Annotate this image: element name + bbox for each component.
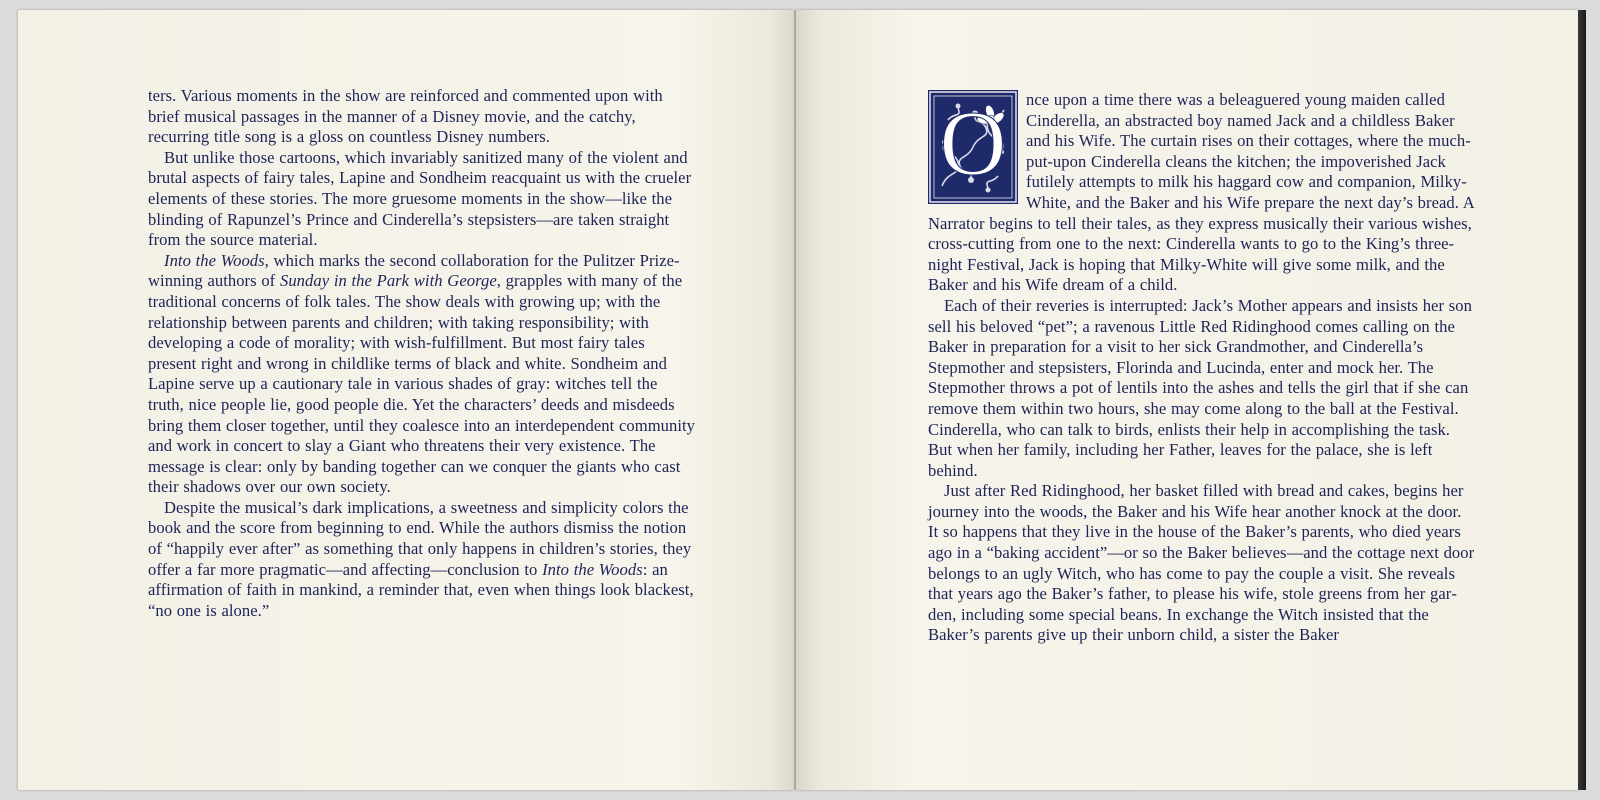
dropcap-letter: O <box>939 92 1007 194</box>
ornamental-dropcap-o <box>928 90 1018 204</box>
paragraph-text: nce upon a time there was a beleaguered young maiden called Cinderella, an abstracted boy named Jack and a childless Baker and his Wife. The curtain rises on their cottages, where the much-put-upon Cinderella cleans the kitchen; the impoverished Jack futilely attempts to milk his haggard cow and companion, Milky-White, and the Baker and his Wife prepare the next day’s bread. A Narrator begins to tell their tales, as they express musically their various wishes, cross-cutting from one to the next: Cinderella wants to go to the King’s three-night Festival, Jack is hoping that Milky-White will give some milk, and the Baker and his Wife dream of a child. <box>928 90 1474 295</box>
paragraph-text: Just after Red Ridinghood, her basket filled with bread and cakes, begins her journey into the woods, the Baker and his Wife hear another knock at the door. It so happens that they live in the house of the Baker’s parents, who died years ago in a “baking accident”—or so the Baker believes—and the cottage next door belongs to an ugly Witch, who has come to pay the couple a visit. She reveals that years ago the Baker’s father, to please his wife, stole greens from her garden, including some special beans. In exchange the Witch insisted that the Baker’s parents give up their unborn child, a sister the Baker <box>928 481 1475 645</box>
body-paragraph <box>928 296 1476 481</box>
right-page <box>796 10 1578 790</box>
italic-title-text: Sunday in the Park with George <box>279 271 497 291</box>
body-paragraph <box>148 148 696 251</box>
page-edge-shadow <box>1578 10 1586 790</box>
body-paragraph <box>148 86 696 148</box>
paragraph-text: : an affirmation of faith in mankind, a reminder that, even when things look blackest, “no one is alone.” <box>148 559 694 620</box>
paragraph-text: Each of their reveries is interrupted: Jack’s Mother appears and insists her son sell his beloved “pet”; a ravenous Little Red Ridinghood comes calling on the Baker in preparation for a visit to her sick Grandmother, and Cinderella’s Stepmother and stepsisters, Florinda and Lucinda, enter and mock her. The Stepmother throws a pot of lentils into the ashes and tells the girl that if she can remove them within two hours, she may come along to the ball at the Festival. Cinderella, who can talk to birds, enlists their help in accomplishing the task. But when her family, including her Father, leaves for the palace, she is left behind. <box>928 295 1472 480</box>
dropcap-ornament-icon <box>928 90 1018 204</box>
paragraph-text: ters. Various moments in the show are reinforced and commented upon with brief musical passages in the manner of a Disney movie, and the catchy, recurring title song is a gloss on countless Disney numbers. <box>148 86 663 147</box>
italic-title-text: Into the Woods <box>164 250 265 270</box>
paragraph-text: But unlike those cartoons, which invariably sanitized many of the violent and brutal aspects of fairy tales, Lapine and Sondheim reacquaint us with the crueler elements of these stories. The more gruesome moments in the show—like the blinding of Rapunzel’s Prince and Cinderella’s stepsisters—are taken straight from the source material. <box>148 147 692 250</box>
paragraph-text: , grapples with many of the traditional concerns of folk tales. The show deals with growing up; with the relationship between parents and children; with taking responsibility; with developing a code of morality; with wish-fulfillment. But most fairy tales present right and wrong in childlike terms of black and white. Sondheim and Lapine serve up a cautionary tale in various shades of gray: witches tell the truth, nice people lie, good people die. Yet the characters’ deeds and misdeeds bring them closer together, until they coalesce into an interdependent community and work in concert to slay a Giant who threatens their very existence. The message is clear: only by banding together can we conquer the giants who cast their shadows over our own society. <box>148 271 696 497</box>
right-page-text <box>928 90 1476 646</box>
body-paragraph <box>148 498 696 622</box>
paragraph-text: , which marks the second collaboration for the Pulitzer Prize-winning authors of <box>148 250 680 291</box>
left-page-text <box>148 86 696 621</box>
paragraph-text: Despite the musical’s dark implications, a sweetness and simplicity colors the book and the score from beginning to end. While the authors dismiss the notion of “happily ever after” as something that only happens in children’s stories, they offer a far more pragmatic—and affecting—conclusion to <box>148 497 692 579</box>
body-paragraph <box>928 481 1476 646</box>
left-page <box>18 10 794 790</box>
italic-title-text: Into the Woods <box>542 559 643 579</box>
body-paragraph <box>148 251 696 498</box>
